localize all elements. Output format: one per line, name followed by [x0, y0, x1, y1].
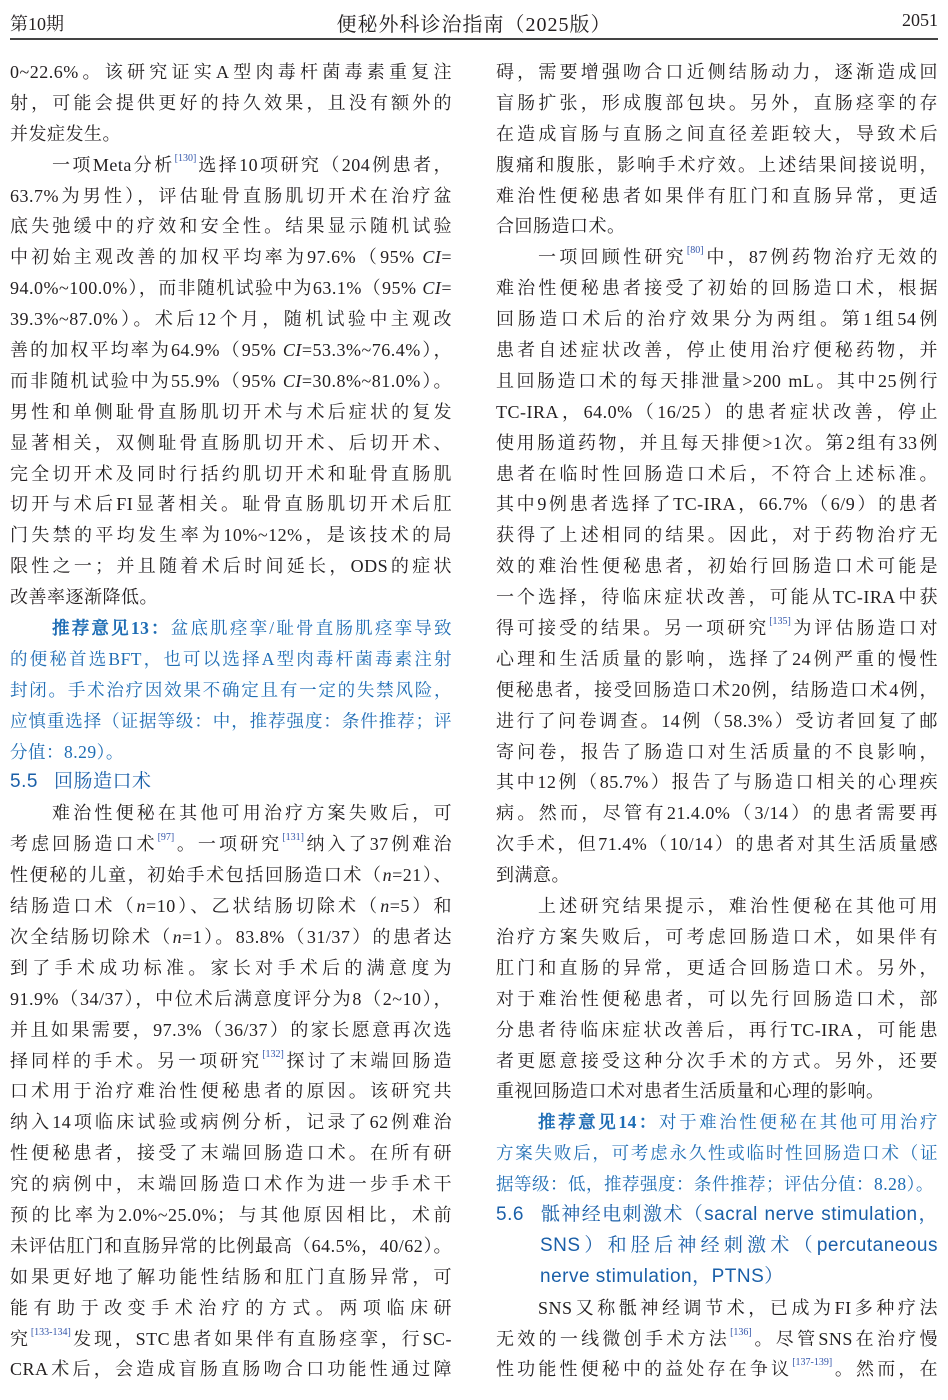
text: 底失弛缓中的疗效和安全性。结果显示随机试验 — [10, 216, 452, 237]
text: 门失禁的平均发生率为10%~12%，是该技术的局 — [10, 525, 452, 546]
text: 获得了上述相同的结果。因此，对于药物治疗无 — [496, 525, 938, 546]
text: 封闭。手术治疗因效果不确定且有一定的失禁风险， — [10, 679, 452, 700]
text-line — [496, 150, 938, 181]
text-line — [496, 211, 938, 242]
text: 预的比率为2.0%~25.0%；与其他原因相比，术前 — [10, 1204, 452, 1225]
text-line — [496, 1138, 938, 1169]
text-line — [10, 119, 452, 150]
text: 考虑回肠造口术 — [10, 834, 158, 855]
text-line — [10, 551, 452, 582]
text: 次全结肠切除术（ — [10, 926, 173, 947]
text-line — [496, 273, 938, 304]
text: 射，可能会提供更好的持久效果，且没有额外的 — [10, 92, 452, 113]
text: 其中9例患者选择了TC-IRA，66.7%（6/9）的患者 — [496, 494, 938, 515]
text: 上述研究结果提示，难治性便秘在其他可用 — [538, 896, 938, 917]
text: 便秘患者，接受回肠造口术20例，结肠造口术4例， — [496, 679, 938, 700]
text-line — [10, 829, 452, 860]
text: =1）。83.8%（31/37）的患者达 — [182, 926, 452, 947]
text: 纳入了37例难治 — [303, 834, 452, 855]
citation-ref: [131] — [282, 832, 304, 844]
section-number: 5.6 — [496, 1203, 524, 1225]
text: 中初始主观改善的加权平均率为97.6%（95% — [10, 247, 423, 268]
text: 对于难治性便秘在其他可用治疗 — [658, 1112, 938, 1133]
text: SNS）和胫后神经刺激术（percutaneous — [540, 1234, 938, 1256]
text: 一个选择，待临床症状改善，可能从TC-IRA中获 — [496, 587, 938, 608]
citation-ref: [80] — [686, 245, 704, 257]
text-line — [496, 304, 938, 335]
text: 其中12例（85.7%）报告了与肠造口相关的心理疾 — [496, 772, 938, 793]
text: 应慎重选择（证据等级：中，推荐强度：条件推荐；评 — [10, 710, 452, 731]
text: 进行了问卷调查。14例（58.3%）受访者回复了邮 — [496, 710, 938, 731]
text-line — [496, 242, 938, 273]
text-line — [496, 459, 938, 490]
text: 性功能性便秘中的益处存在争议 — [496, 1359, 793, 1380]
text: 效的难治性便秘患者，初始行回肠造口术可能是 — [496, 556, 938, 577]
text: 分值：8.29）。 — [10, 741, 124, 762]
paragraph — [10, 57, 452, 150]
text-line — [10, 1046, 452, 1077]
italic-term: CI — [282, 370, 302, 391]
text-line — [496, 767, 938, 798]
paragraph — [10, 150, 452, 613]
header-rule — [10, 38, 938, 40]
text-line — [10, 922, 452, 953]
text: 腹痛和腹胀，影响手术疗效。上述结果间接说明， — [496, 154, 938, 175]
text: 选择10项研究（204例患者， — [196, 154, 452, 175]
text: 者更愿意接受这种分次手术的方式。另外，还要 — [496, 1050, 938, 1071]
text-line — [10, 273, 452, 304]
text-line — [496, 860, 938, 891]
journal-running-title: 便秘外科诊治指南（2025版） — [336, 14, 612, 36]
text: 患者自述症状改善，停止使用治疗便秘药物，并 — [496, 340, 938, 361]
paragraph — [496, 57, 938, 242]
text-line — [496, 1046, 938, 1077]
text-line — [496, 737, 938, 768]
text-line — [496, 675, 938, 706]
text: 骶神经电刺激术（sacral nerve stimulation， — [540, 1203, 938, 1225]
text: = — [441, 278, 452, 299]
section-heading — [10, 767, 452, 798]
text: 的便秘首选BFT，也可以选择A型肉毒杆菌毒素注射 — [10, 648, 452, 669]
text-line — [10, 1107, 452, 1138]
recommendation-label: 推荐意见13： — [52, 618, 171, 639]
text-line — [10, 1015, 452, 1046]
text-line — [496, 551, 938, 582]
text: 无效的一线微创手术方法 — [496, 1328, 731, 1349]
text-line — [10, 737, 452, 768]
text-line — [10, 706, 452, 737]
text: 结肠造口术（ — [10, 896, 137, 917]
text-line — [10, 767, 452, 798]
text: 0~22.6%。该研究证实A型肉毒杆菌毒素重复注 — [10, 62, 452, 82]
text: 回肠造口术 — [54, 771, 152, 793]
text-line — [496, 922, 938, 953]
text-line — [10, 675, 452, 706]
text: 据等级：低，推荐强度：条件推荐；评估分值：8.28）。 — [496, 1174, 934, 1195]
italic-term: n — [382, 865, 393, 886]
text: = — [441, 247, 452, 268]
text-line — [496, 953, 938, 984]
text: 方案失败后，可考虑永久性或临时性回肠造口术（证 — [496, 1143, 938, 1164]
text-line — [10, 1354, 452, 1385]
text-line — [496, 1169, 938, 1200]
citation-ref: [130] — [174, 152, 197, 164]
text: 39.3%~87.0%）。术后12个月，随机试验中主观改 — [10, 309, 452, 330]
text: 显著相关，双侧耻骨直肠肌切开术、后切开术、 — [10, 432, 452, 453]
citation-ref: [132] — [262, 1048, 284, 1060]
italic-term: n — [172, 926, 183, 947]
text-line — [496, 706, 938, 737]
text: 性便秘患者，接受了末端回肠造口术。在所有研 — [10, 1143, 452, 1164]
text-line — [496, 1231, 938, 1262]
text-line — [496, 891, 938, 922]
text-line — [10, 860, 452, 891]
text-line — [10, 366, 452, 397]
text-line — [10, 242, 452, 273]
text-line — [496, 1200, 938, 1231]
text: 究 — [10, 1328, 31, 1349]
text-line — [496, 1015, 938, 1046]
text: =5）和 — [389, 896, 452, 917]
text: CRA术后，会造成盲肠直肠吻合口功能性通过障 — [10, 1359, 452, 1380]
citation-ref: [136] — [730, 1326, 752, 1338]
text-line — [496, 1262, 938, 1293]
right-column — [496, 57, 938, 1385]
italic-term: n — [136, 896, 147, 917]
text-line — [10, 1324, 452, 1355]
text-line — [496, 1107, 938, 1138]
text-line — [10, 459, 452, 490]
recommendation-label: 推荐意见14： — [538, 1112, 659, 1133]
text-line — [496, 1324, 938, 1355]
text: 而非随机试验中为55.9%（95% — [10, 370, 283, 391]
text: 次手术，但71.4%（10/14）的患者对其生活质量感 — [496, 834, 938, 855]
text: 到满意。 — [496, 865, 570, 886]
text: 使用肠道药物，并且每天排便>1次。第2组有33例 — [496, 432, 938, 453]
text-line — [10, 150, 452, 181]
text-line — [496, 181, 938, 212]
text-line — [10, 211, 452, 242]
text: 未评估肛门和直肠异常的比例最高（64.5%，40/62）。 — [10, 1235, 452, 1256]
left-column — [10, 57, 452, 1385]
text-line — [10, 397, 452, 428]
text: 肛门和直肠的异常，更适合回肠造口术。另外， — [496, 957, 938, 978]
text: 在造成盲肠与直肠之间直径差距较大，导致术后 — [496, 123, 938, 144]
paragraph — [496, 891, 938, 1107]
text: nerve stimulation，PTNS） — [540, 1265, 784, 1287]
text: 63.7%为男性），评估耻骨直肠肌切开术在治疗盆 — [10, 185, 452, 206]
section-heading — [496, 1200, 938, 1293]
citation-ref: [97] — [157, 832, 175, 844]
text-line — [496, 1354, 938, 1385]
running-header — [10, 6, 938, 36]
text: 完全切开术及同时行括约肌切开术和耻骨直肠肌 — [10, 463, 452, 484]
text-line — [10, 644, 452, 675]
text: 寄问卷，报告了肠造口对生活质量的不良影响， — [496, 741, 938, 762]
text: 并发症发生。 — [10, 123, 121, 144]
text: 口术用于治疗难治性便秘患者的原因。该研究共 — [10, 1081, 452, 1102]
issue-number: 第10期 — [10, 14, 64, 34]
text: 男性和单侧耻骨直肠肌切开术与术后症状的复发 — [10, 401, 452, 422]
text-line — [496, 119, 938, 150]
text: 能有助于改变手术治疗的方式。两项临床研 — [10, 1297, 452, 1318]
text: 难治性便秘患者接受了初始的回肠造口术，根据 — [496, 278, 938, 299]
text-line — [10, 335, 452, 366]
text-line — [496, 644, 938, 675]
text: 难治性便秘患者如果伴有肛门和直肠异常，更适 — [496, 185, 938, 206]
page-number: 2051 — [902, 10, 938, 30]
text: 难治性便秘在其他可用治疗方案失败后，可 — [52, 803, 452, 824]
text: 探讨了末端回肠造 — [283, 1050, 452, 1071]
text: 到了手术成功标准。家长对手术后的满意度为 — [10, 957, 452, 978]
text-line — [10, 520, 452, 551]
text: 并且如果需要，97.3%（36/37）的家长愿意再次选 — [10, 1019, 452, 1040]
citation-ref: [135] — [769, 616, 791, 628]
text: 且回肠造口术的每天排泄量>200 mL。其中25例行 — [496, 370, 938, 391]
text-line — [496, 582, 938, 613]
text-line — [496, 798, 938, 829]
text: 患者在临时性回肠造口术后，不符合上述标准。 — [496, 463, 938, 484]
text-line — [10, 1169, 452, 1200]
text-line — [10, 582, 452, 613]
text-line — [496, 397, 938, 428]
text: 。尽管SNS在治疗慢 — [751, 1328, 938, 1349]
text: 回肠造口术后的治疗效果分为两组。第1组54例 — [496, 309, 938, 330]
text: 究的病例中，末端回肠造口术作为进一步手术干 — [10, 1174, 452, 1195]
text-line — [10, 1200, 452, 1231]
text: 限性之一；并且随着术后时间延长，ODS的症状 — [10, 556, 452, 577]
text-line — [10, 1138, 452, 1169]
italic-term: CI — [422, 247, 442, 268]
text-line — [496, 428, 938, 459]
text: 切开与术后FI显著相关。耻骨直肠肌切开术后肛 — [10, 494, 452, 515]
text: 心理和生活质量的影响，选择了24例严重的慢性 — [496, 648, 938, 669]
text: 一项回顾性研究 — [538, 247, 687, 268]
text: 为评估肠造口对 — [790, 618, 938, 639]
text-line — [496, 984, 938, 1015]
text: 治疗方案失败后，可考虑回肠造口术，如果伴有 — [496, 926, 938, 947]
text: =10）、乙状结肠切除术（ — [146, 896, 381, 917]
text: 重视回肠造口术对患者生活质量和心理的影响。 — [496, 1081, 885, 1102]
text-line — [10, 88, 452, 119]
text: =21）、 — [392, 865, 452, 886]
text: 。然而，在 — [832, 1359, 938, 1380]
text-line — [496, 1293, 938, 1324]
text: 分患者待临床症状改善后，再行TC-IRA，可能患 — [496, 1019, 938, 1040]
text: 合回肠造口术。 — [496, 216, 626, 237]
text-line — [10, 489, 452, 520]
text-line — [496, 57, 938, 88]
text-line — [10, 613, 452, 644]
text: 择同样的手术。另一项研究 — [10, 1050, 263, 1071]
recommendation — [10, 613, 452, 767]
text-line — [496, 366, 938, 397]
italic-term: CI — [422, 278, 442, 299]
citation-ref: [137-139] — [792, 1357, 833, 1369]
text: 一项Meta分析 — [52, 154, 175, 175]
text-line — [496, 520, 938, 551]
text-line — [10, 181, 452, 212]
text: 病。然而，尽管有21.4.0%（3/14）的患者需要再 — [496, 803, 938, 824]
text: 发现，STC患者如果伴有直肠痉挛，行SC- — [70, 1328, 452, 1349]
paragraph — [10, 798, 452, 1385]
text-line — [496, 829, 938, 860]
text-line — [10, 428, 452, 459]
text-line — [10, 57, 452, 88]
text-line — [10, 1293, 452, 1324]
text-line — [10, 984, 452, 1015]
text-line — [10, 304, 452, 335]
text: 改善率逐渐降低。 — [10, 587, 158, 608]
text-line — [10, 798, 452, 829]
text-line — [10, 1231, 452, 1262]
text-line — [496, 335, 938, 366]
text-line — [496, 1076, 938, 1107]
text: TC-IRA，64.0%（16/25）的患者症状改善，停止 — [496, 401, 938, 422]
recommendation — [496, 1107, 938, 1200]
text: 。一项研究 — [174, 834, 283, 855]
text: 性便秘的儿童，初始手术包括回肠造口术（ — [10, 865, 383, 886]
text-line — [10, 891, 452, 922]
text-line — [10, 1262, 452, 1293]
text: 如果更好地了解功能性结肠和肛门直肠异常，可 — [10, 1266, 452, 1287]
italic-term: CI — [282, 340, 302, 361]
paragraph — [496, 1293, 938, 1386]
text: 中，87例药物治疗无效的 — [703, 247, 938, 268]
text: 91.9%（34/37），中位术后满意度评分为8（2~10）， — [10, 988, 452, 1009]
text: 碍，需要增强吻合口近侧结肠动力，逐渐造成回 — [496, 62, 938, 82]
text: 盲肠扩张，形成腹部包块。另外，直肠痉挛的存 — [496, 92, 938, 113]
text-line — [496, 613, 938, 644]
text-line — [496, 489, 938, 520]
text: 盆底肌痉挛/耻骨直肠肌痉挛导致 — [170, 618, 452, 639]
text: =30.8%~81.0%）。 — [301, 370, 452, 391]
citation-ref: [133-134] — [30, 1326, 71, 1338]
section-number: 5.5 — [10, 771, 38, 793]
text: SNS又称骶神经调节术，已成为FI多种疗法 — [538, 1297, 938, 1318]
text: =53.3%~76.4%）， — [301, 340, 452, 361]
text: 纳入14项临床试验或病例分析，记录了62例难治 — [10, 1112, 452, 1133]
text-line — [10, 1076, 452, 1107]
italic-term: n — [380, 896, 390, 917]
text-line — [496, 88, 938, 119]
text: 善的加权平均率为64.9%（95% — [10, 340, 283, 361]
text: 对于难治性便秘患者，可以先行回肠造口术，部 — [496, 988, 938, 1009]
text-line — [10, 953, 452, 984]
paragraph — [496, 242, 938, 891]
text: 得可接受的结果。另一项研究 — [496, 618, 770, 639]
text: 94.0%~100.0%），而非随机试验中为63.1%（95% — [10, 278, 423, 299]
